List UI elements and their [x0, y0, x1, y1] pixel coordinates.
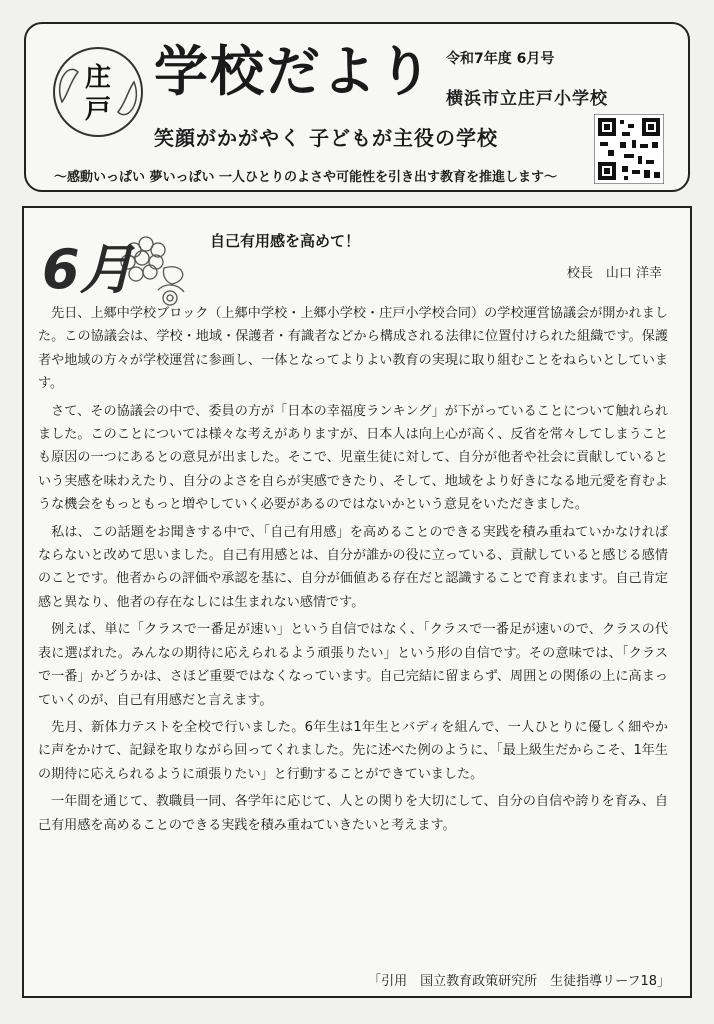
qr-code-icon[interactable] — [594, 114, 664, 184]
school-vision: 〜感動いっぱい 夢いっぱい 一人ひとりのよさや可能性を引き出す教育を推進します〜 — [54, 170, 558, 185]
school-name: 横浜市立庄戸小学校 — [446, 89, 608, 109]
article-title: 自己有用感を高めて！ — [210, 232, 361, 250]
school-motto: 笑顔がかがやく 子どもが主役の学校 — [154, 126, 498, 150]
paragraph: 先日、上郷中学校ブロック（上郷中学校・上郷小学校・庄戸小学校合同）の学校運営協議会が開かれました。この協議会は、学校・地域・保護者・有識者などから構成される法律に位置付けられた組織です。保護者や地域の方々が学校運営に参画し、一体となってよりよい教育の実現に取り組むことをねらいとしています。 — [38, 306, 668, 392]
article-author: 校長 山口 洋幸 — [566, 266, 662, 281]
paragraph: 例えば、単に「クラスで一番足が速い」という自信ではなく、「クラスで一番足が速いので、クラスの代表に選ばれた。みんなの期待に応えられるよう頑張りたい」という形の自信です。その意味では、「クラスで一番」かどうかは、さほど重要ではなくなっています。自己完結に留まらず、周囲との関係の上に高まっていくのが、自己有用感だと言えます。 — [38, 622, 668, 708]
school-logo — [48, 42, 148, 142]
logo-char-2: 戸 — [84, 95, 112, 125]
paragraph: 私は、この話題をお聞きする中で、「自己有用感」を高めることのできる実践を積み重ねていかなければならないと改めて思いました。自己有用感とは、自分が誰かの役に立っている、貢献していると感じる感情のことです。他者からの評価や承認を基に、自分が価値ある存在だと認識することで育まれます。自己肯定感と異なり、他者の存在なしには生まれない感情です。 — [38, 524, 668, 610]
paragraph: さて、その協議会の中で、委員の方が「日本の幸福度ランキング」が下がっていることについて触れられました。このことについては様々な考えがありますが、日本人は向上心が高く、反省を常々してしまうことも原因の一つにあるとの意見が出ました。そこで、児童生徒に対して、自分が他者や社会に貢献しているという実感を味わえたり、自分のよさを自らが実感できたり、そして、地域をより好きになる地元愛を育むような機会をもっともっと増やしていく必要があるのではないかという意見をいただきました。 — [38, 403, 668, 513]
newsletter-header — [24, 22, 690, 192]
logo-char-1: 庄 — [84, 63, 112, 93]
paragraph: 先月、新体力テストを全校で行いました。6年生は1年生とバディを組んで、一人ひとりに優しく細やかに声をかけて、記録を取りながら回ってくれました。先に述べた例のように、「最上級生だからこそ、1年生の期待に応えられるように頑張りたい」と行動することができていました。 — [38, 719, 668, 782]
principal-message — [22, 206, 692, 998]
issue-label: 令和7年度 6月号 — [446, 51, 555, 67]
citation: 「引用 国立教育政策研究所 生徒指導リーフ18」 — [368, 974, 670, 989]
article-body — [38, 302, 668, 841]
june-hydrangea-illustration — [34, 222, 224, 312]
newsletter-title: 学校だより — [154, 40, 434, 103]
paragraph: 一年間を通じて、教職員一同、各学年に応じて、人との関りを大切にして、自分の自信や誇りを育み、自己有用感を高めることのできる実践を積み重ねていきたいと考えます。 — [38, 794, 668, 833]
month-label: 6月 — [42, 238, 134, 301]
